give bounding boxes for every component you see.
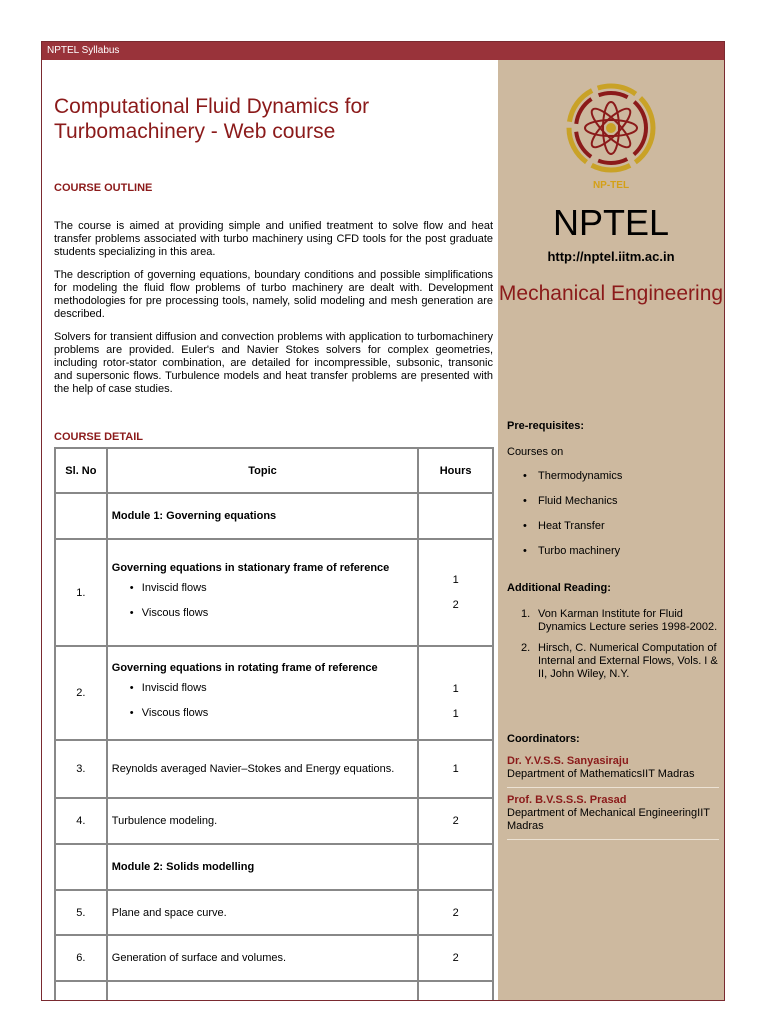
course-detail-heading: COURSE DETAIL (54, 431, 144, 443)
logo-text: NP-TEL (592, 180, 630, 191)
list-item (507, 608, 719, 634)
reading-list (507, 608, 719, 681)
table-row (55, 890, 493, 935)
table-cell (418, 493, 493, 539)
additional-reading-heading: Additional Reading: (507, 582, 611, 594)
row-number: 5. (55, 890, 107, 935)
table-row (55, 740, 493, 798)
prerequisites-list (507, 470, 719, 558)
table-cell (55, 844, 107, 890)
row-number: 2. (55, 646, 107, 740)
row-number: 1. (55, 539, 107, 646)
column-header-sl-no: Sl. No (55, 448, 107, 493)
list-item: • Inviscid flows (112, 582, 413, 595)
table-cell (418, 981, 493, 1001)
reading-text: Hirsch, C. Numerical Computation of Internal and External Flows, Vols. I & II, John Wiley, N.Y. (538, 642, 718, 680)
topic-cell: Generation of surface and volumes. (107, 935, 418, 981)
table-row (55, 646, 493, 740)
topic-title: Governing equations in stationary frame of reference (111, 561, 390, 574)
course-outline-heading: COURSE OUTLINE (54, 182, 153, 194)
topic-cell: Plane and space curve. (107, 890, 418, 935)
prerequisites-heading: Pre-requisites: (507, 420, 585, 432)
hours-stack (419, 683, 492, 721)
table-cell (418, 844, 493, 890)
list-number: 1. (521, 608, 531, 620)
hours-value: 1 (418, 740, 493, 798)
column-header-topic: Topic (107, 448, 418, 493)
list-number: 2. (521, 642, 531, 654)
coordinator-name: Dr. Y.V.S.S. Sanyasiraju (507, 755, 629, 767)
module-row (55, 493, 493, 539)
prerequisites-section (507, 420, 719, 570)
subtopic-list (112, 582, 413, 620)
description-paragraph: Solvers for transient diffusion and convection problems with application to turbomachinery problems are provided. Euler's and Navier Stokes solvers for complex geometries, including rotor-stator combination, are detailed for incompressible, subsonic, transonic and supersonic flows. Turbulence models and heat transfer problems are presented with the help of case studies. (54, 331, 493, 395)
coordinator-name: Prof. B.V.S.S.S. Prasad (507, 794, 627, 806)
hours-stack (419, 574, 492, 612)
module-title: Module 1: Governing equations (107, 493, 418, 539)
sidebar (498, 60, 724, 1001)
table-row (55, 539, 493, 646)
course-description (54, 220, 493, 406)
subtopic-list (112, 682, 413, 720)
list-item: • Viscous flows (112, 707, 413, 720)
coordinator-dept: Department of MathematicsIIT Madras (507, 768, 695, 780)
list-item: • Heat Transfer (507, 520, 719, 533)
list-item: • Viscous flows (112, 607, 413, 620)
row-number: 4. (55, 798, 107, 844)
course-title-block (54, 94, 494, 144)
coordinator-dept: Department of Mechanical EngineeringIIT Madras (507, 807, 710, 832)
topic-cell: Reynolds averaged Navier–Stokes and Energy equations. (107, 740, 418, 798)
list-item: • Turbo machinery (507, 545, 719, 558)
nptel-logo (561, 78, 661, 194)
table-cell (55, 493, 107, 539)
list-item: • Thermodynamics (507, 470, 719, 483)
module-title: Module 2: Solids modelling (107, 844, 418, 890)
coordinators-section (507, 733, 719, 846)
hours-cell (418, 539, 493, 646)
page-frame (41, 41, 725, 1001)
row-number: 6. (55, 935, 107, 981)
description-paragraph: The course is aimed at providing simple and unified treatment to solve flow and heat transfer problems associated with turbo machinery using CFD tools for the post graduate students specializing in this area. (54, 220, 493, 258)
topic-cell (107, 646, 418, 740)
hours-value: 1 (452, 708, 459, 720)
description-paragraph: The description of governing equations, boundary conditions and possible simplifications for modeling the fluid flow problems of turbo machinery are dealt with. Development methodologies for pre processing tools, namely, solid modeling and mesh generation are described. (54, 269, 493, 320)
row-number: 3. (55, 740, 107, 798)
additional-reading-section (507, 582, 719, 689)
topic-title: Governing equations in rotating frame of reference (111, 662, 378, 674)
hours-value: 2 (452, 598, 459, 611)
topic-cell: Turbulence modeling. (107, 798, 418, 844)
hours-value: 2 (418, 935, 493, 981)
department-name: Mechanical Engineering (498, 282, 724, 305)
course-detail-table (54, 447, 494, 1001)
table-row (55, 798, 493, 844)
list-item (507, 642, 719, 681)
table-cell (55, 981, 107, 1001)
hours-value: 2 (418, 798, 493, 844)
nptel-url-link[interactable]: http://nptel.iitm.ac.in (547, 249, 675, 264)
list-item: • Inviscid flows (112, 682, 413, 695)
hours-cell (418, 646, 493, 740)
list-item: • Fluid Mechanics (507, 495, 719, 508)
coordinator (507, 755, 719, 788)
hours-value: 1 (452, 683, 459, 695)
table-cell (107, 981, 418, 1001)
reading-text: Von Karman Institute for Fluid Dynamics Lecture series 1998-2002. (538, 608, 718, 633)
table-header-row (55, 448, 493, 493)
page-title: Computational Fluid Dynamics for Turbomachinery - Web course (54, 95, 370, 143)
hours-value: 2 (418, 890, 493, 935)
topic-cell (107, 539, 418, 646)
coordinators-heading: Coordinators: (507, 733, 580, 745)
table-row (55, 935, 493, 981)
table-row (55, 981, 493, 1001)
prerequisites-intro: Courses on (507, 446, 564, 458)
hours-value: 1 (452, 573, 459, 586)
column-header-hours: Hours (418, 448, 493, 493)
nptel-title: NPTEL (552, 202, 670, 243)
module-row (55, 844, 493, 890)
nptel-syllabus-bar: NPTEL Syllabus (42, 42, 724, 60)
coordinator (507, 794, 719, 840)
